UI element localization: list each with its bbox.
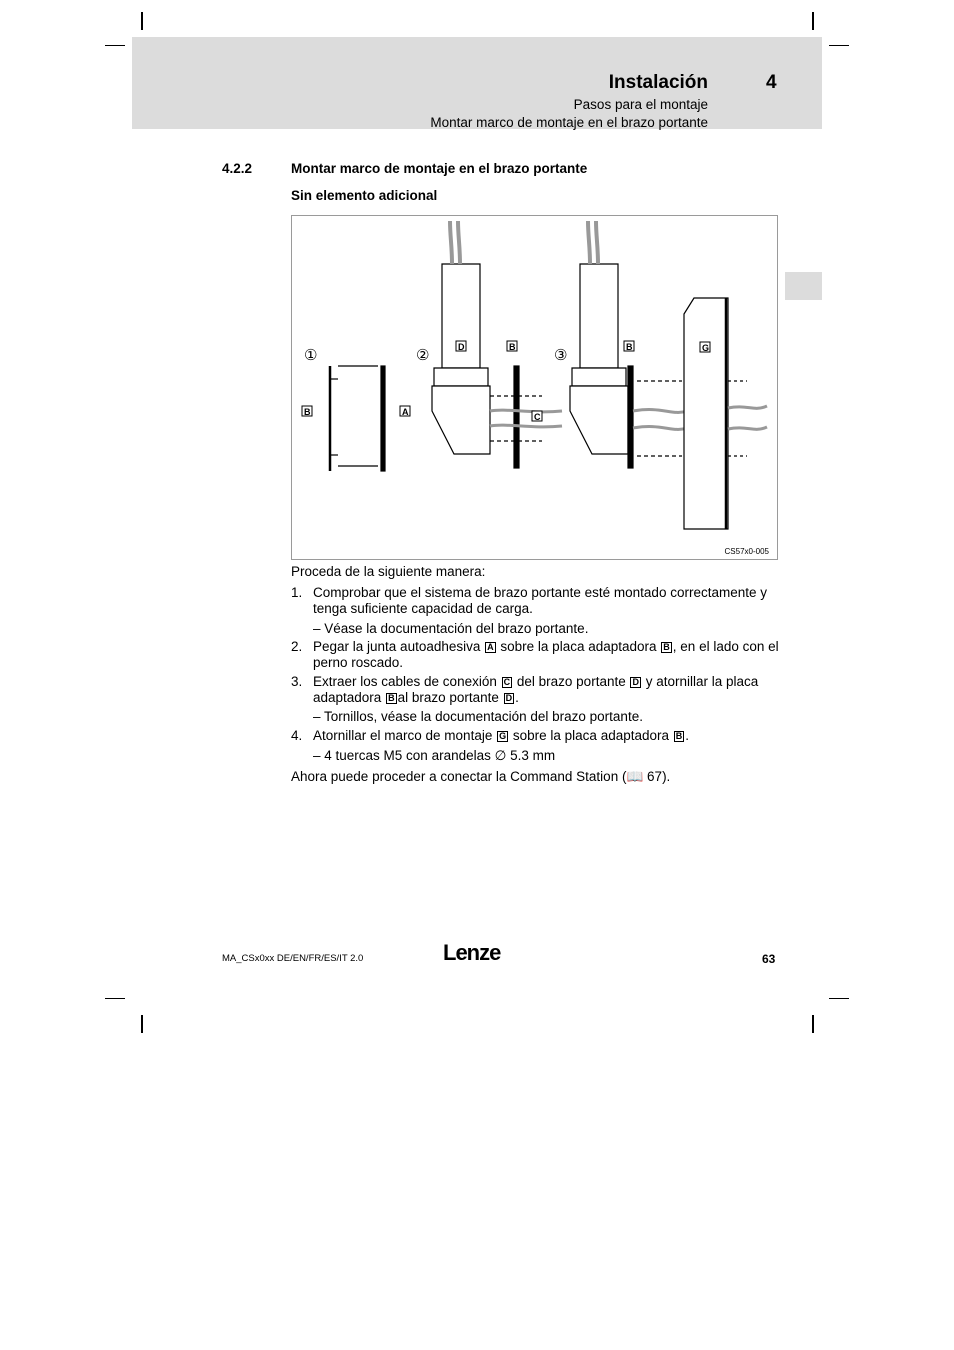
step-text: Atornillar el marco de montaje G sobre la placa adaptadora B .	[313, 728, 690, 743]
ref-box-b: B	[675, 731, 683, 741]
figure-code: CS57x0-005	[724, 547, 769, 556]
closing-text: Ahora puede proceder a conectar la Command Station (📖 67).	[291, 769, 671, 784]
crop-mark	[829, 998, 849, 999]
note-text: Véase la documentación del brazo portante.	[324, 621, 589, 636]
label-a: A	[402, 407, 409, 417]
crop-mark	[829, 45, 849, 46]
section-number: 4.2.2	[222, 161, 253, 176]
mounting-diagram	[292, 216, 779, 561]
step-marker-2: ②	[416, 347, 430, 364]
label-g: G	[702, 343, 710, 353]
header-subtitle-2: Montar marco de montaje en el brazo portante	[430, 115, 708, 130]
label-b-1: B	[304, 407, 311, 417]
crop-mark	[812, 1015, 814, 1033]
ref-box-b: B	[388, 693, 395, 703]
step-number: 1.	[291, 585, 303, 600]
chapter-number: 4	[766, 72, 777, 93]
crop-mark	[141, 12, 143, 30]
mounting-figure	[291, 215, 778, 560]
intro-text: Proceda de la siguiente manera:	[291, 564, 486, 579]
note-1: – Véase la documentación del brazo portante.	[313, 621, 589, 636]
label-d: D	[458, 342, 465, 352]
step-number: 2.	[291, 639, 303, 654]
header-subtitle-1: Pasos para el montaje	[573, 97, 708, 112]
ref-box-d: D	[505, 693, 513, 703]
crop-mark	[105, 998, 125, 999]
step-number: 3.	[291, 674, 303, 689]
ref-box-a: A	[487, 642, 494, 652]
section-title: Montar marco de montaje en el brazo portante	[291, 161, 588, 176]
section-subtitle: Sin elemento adicional	[291, 188, 438, 203]
ref-box-g: G	[499, 731, 507, 741]
step-text: Pegar la junta autoadhesiva A sobre la placa adaptadora B , en el lado con el perno roscado.	[313, 639, 779, 670]
label-c: C	[534, 412, 541, 422]
crop-mark	[141, 1015, 143, 1033]
book-icon: 📖	[626, 769, 644, 784]
crop-mark	[812, 12, 814, 30]
ref-box-d: D	[632, 677, 639, 687]
label-b-2: B	[509, 342, 516, 352]
note-3: – Tornillos, véase la documentación del brazo portante.	[313, 709, 643, 724]
step-text: Extraer los cables de conexión C del brazo portante D y atornillar la placa adaptadora B al brazo portante D .	[313, 674, 759, 705]
chapter-title: Instalación	[608, 72, 708, 93]
page-link[interactable]: 67	[647, 769, 663, 784]
step-text: Comprobar que el sistema de brazo portante esté montado correctamente y tenga suficiente capacidad de carga.	[313, 585, 767, 616]
side-tab	[785, 272, 822, 300]
footer-doc-id: MA_CSx0xx DE/EN/FR/ES/IT 2.0	[222, 953, 364, 964]
lenze-logo: Lenze	[443, 940, 501, 965]
step-marker-1: ①	[304, 347, 318, 364]
label-b-3: B	[626, 342, 633, 352]
ref-box-c: C	[503, 677, 511, 687]
note-text: Tornillos, véase la documentación del brazo portante.	[324, 709, 643, 724]
crop-mark	[105, 45, 125, 46]
note-text: 4 tuercas M5 con arandelas ∅ 5.3 mm	[324, 748, 556, 763]
page-number: 63	[762, 952, 776, 966]
note-4: – 4 tuercas M5 con arandelas ∅ 5.3 mm	[313, 748, 556, 763]
step-marker-3: ③	[554, 347, 568, 364]
step-number: 4.	[291, 728, 303, 743]
ref-box-b: B	[663, 642, 670, 652]
